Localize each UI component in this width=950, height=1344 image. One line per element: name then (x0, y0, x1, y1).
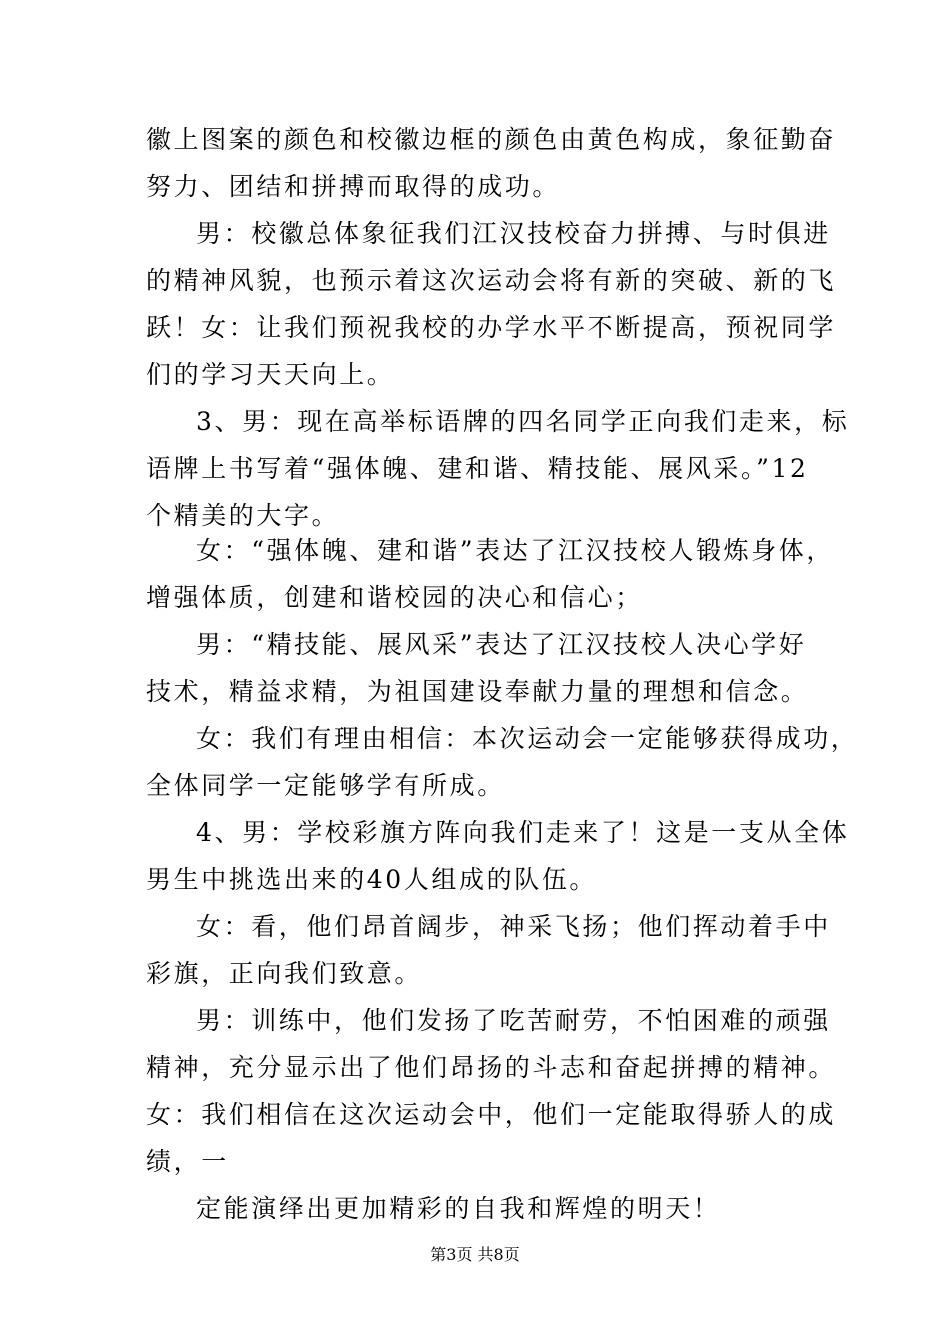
text-line: 男生中挑选出来的40人组成的队伍。 (146, 865, 598, 894)
text-line: 跃！女：让我们预祝我校的办学水平不断提高，预祝同学 (146, 313, 837, 342)
text-line: 徽上图案的颜色和校徽边框的颜色由黄色构成，象征勤奋 (146, 125, 837, 154)
text-line: 绩，一 (146, 1147, 229, 1176)
text-line: 女：我们相信在这次运动会中，他们一定能取得骄人的成 (146, 1100, 837, 1129)
text-line: 精神，充分显示出了他们昂扬的斗志和奋起拼搏的精神。 (146, 1053, 837, 1082)
text-line: 彩旗，正向我们致意。 (146, 959, 423, 988)
page-number-footer: 第3页 共8页 (430, 1245, 520, 1264)
text-line: 增强体质，创建和谐校园的决心和信心； (146, 583, 643, 612)
text-line: 男：训练中，他们发扬了吃苦耐劳，不怕困难的顽强 (196, 1006, 831, 1035)
text-line: 全体同学一定能够学有所成。 (146, 771, 505, 800)
text-line: 的精神风貌，也预示着这次运动会将有新的突破、新的飞 (146, 266, 837, 295)
text-line: 定能演绎出更加精彩的自我和辉煌的明天！ (196, 1194, 721, 1223)
text-line: 男：校徽总体象征我们江汉技校奋力拼搏、与时俱进 (196, 219, 831, 248)
text-line: 3、男：现在高举标语牌的四名同学正向我们走来，标 (196, 407, 850, 436)
text-line: 4、男：学校彩旗方阵向我们走来了！这是一支从全体 (196, 818, 850, 847)
text-line: 们的学习天天向上。 (146, 360, 395, 389)
text-line: 女：“强体魄、建和谐”表达了江汉技校人锻炼身体， (196, 536, 834, 565)
text-line: 男：“精技能、展风采”表达了江汉技校人决心学好 (196, 630, 807, 659)
text-line: 努力、团结和拼搏而取得的成功。 (146, 172, 561, 201)
text-line: 女：我们有理由相信：本次运动会一定能够获得成功， (196, 724, 859, 753)
text-line: 技术，精益求精，为祖国建设奉献力量的理想和信念。 (146, 677, 809, 706)
text-line: 个精美的大字。 (146, 501, 340, 530)
text-line: 女：看，他们昂首阔步，神采飞扬；他们挥动着手中 (196, 912, 831, 941)
text-line: 语牌上书写着“强体魄、建和谐、精技能、展风采。”12 (146, 454, 809, 483)
